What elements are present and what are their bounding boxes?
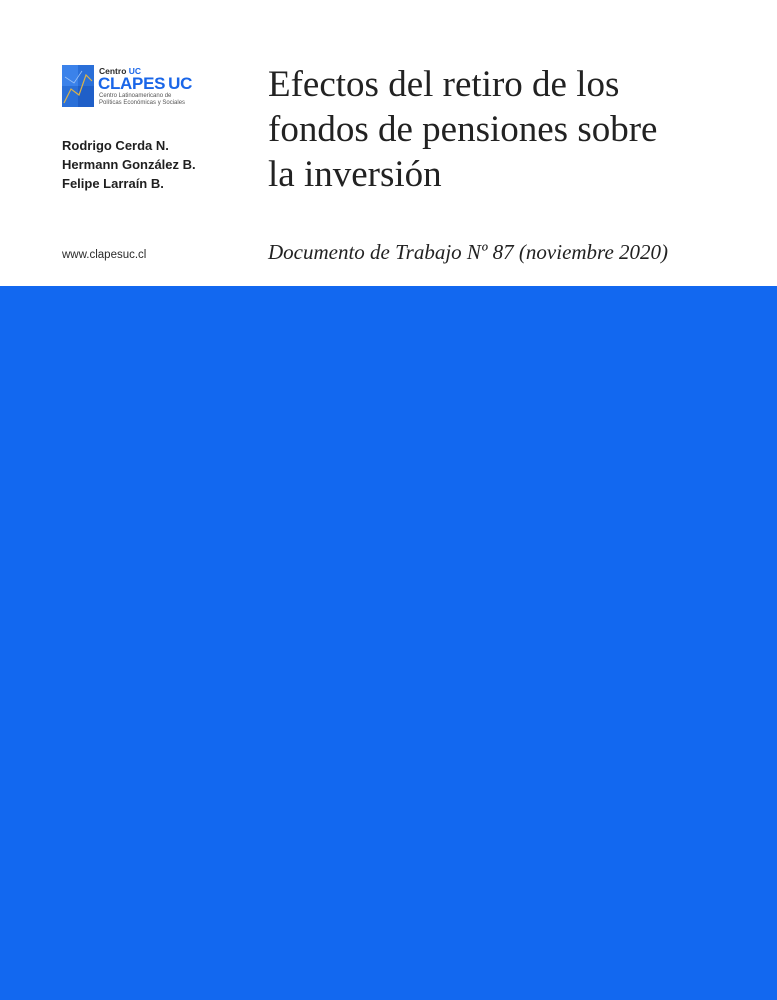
- website-link[interactable]: www.clapesuc.cl: [62, 249, 147, 261]
- author-name: Rodrigo Cerda N.: [62, 138, 169, 153]
- document-subtitle: Documento de Trabajo Nº 87 (noviembre 2020): [268, 240, 669, 264]
- document-title: [268, 62, 738, 197]
- logo-brand-uc-text: UC: [168, 74, 193, 93]
- logo-brand-text: CLAPES: [98, 74, 166, 93]
- logo-centro-uc-text: UC: [128, 66, 142, 76]
- author-name: Hermann González B.: [62, 157, 196, 172]
- title-line: la inversión: [268, 154, 442, 195]
- clapes-uc-logo: [62, 65, 202, 109]
- cover-blue-panel: [0, 286, 777, 1000]
- logo-brand: [98, 74, 192, 94]
- author-list: [62, 136, 196, 193]
- logo-subtitle-line: Políticas Económicas y Sociales: [99, 100, 186, 106]
- author-name: Felipe Larraín B.: [62, 176, 164, 191]
- title-line: fondos de pensiones sobre: [268, 109, 658, 150]
- clapes-logo-mark-icon: [62, 65, 94, 107]
- logo-subtitle-line: Centro Latinoamericano de: [99, 93, 172, 99]
- cover-header: [0, 0, 777, 286]
- title-line: Efectos del retiro de los: [268, 64, 620, 105]
- logo-centro-text: Centro: [99, 66, 127, 76]
- logo-subtitle: [99, 93, 185, 107]
